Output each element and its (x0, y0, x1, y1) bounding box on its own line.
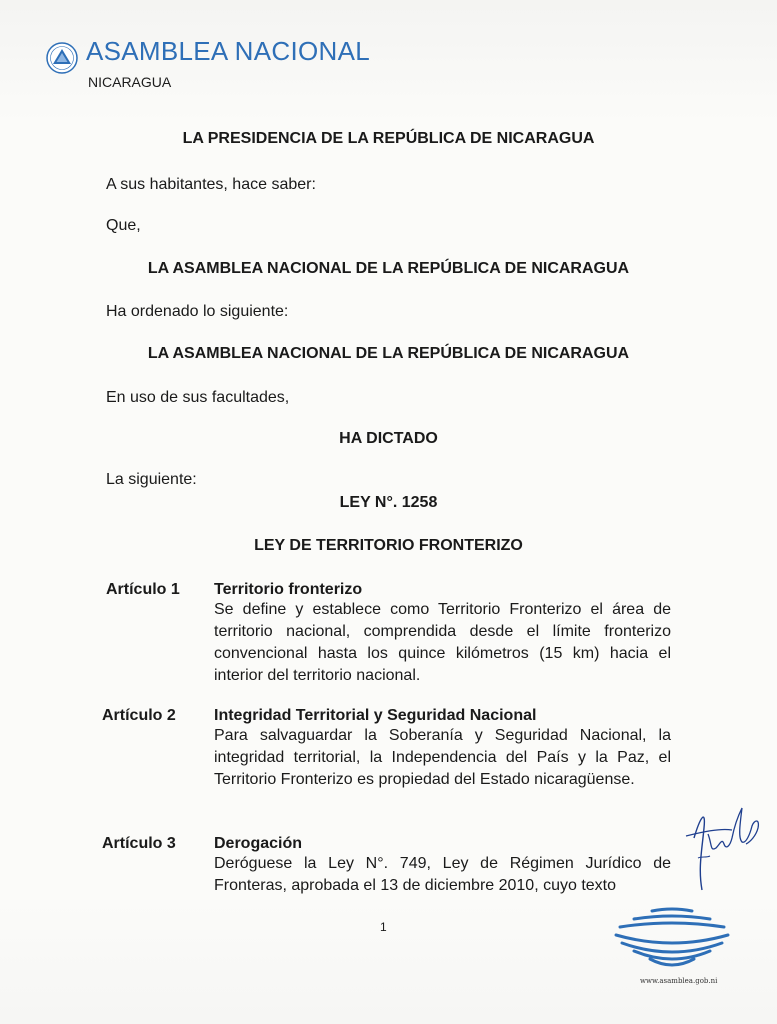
habitantes-line: A sus habitantes, hace saber: (106, 176, 316, 193)
asamblea-heading-1: LA ASAMBLEA NACIONAL DE LA REPÚBLICA DE NICARAGUA (147, 260, 630, 277)
article-1-title: Territorio fronterizo (214, 581, 363, 598)
ordenado-line: Ha ordenado lo siguiente: (106, 303, 289, 320)
handwritten-signature (680, 798, 768, 894)
article-2-label: Artículo 2 (102, 707, 176, 724)
facultades-line: En uso de sus facultades, (106, 389, 290, 406)
article-2-body: Para salvaguardar la Soberanía y Seguridad Nacional, la integridad territorial, la Independencia del País y la Paz, el Territorio Fronterizo es propiedad del Estado nicaragüense. (214, 727, 671, 788)
asamblea-heading-2: LA ASAMBLEA NACIONAL DE LA REPÚBLICA DE NICARAGUA (147, 345, 630, 362)
law-title: LEY DE TERRITORIO FRONTERIZO (254, 537, 523, 554)
page-number: 1 (380, 920, 387, 934)
presidency-heading: LA PRESIDENCIA DE LA REPÚBLICA DE NICARAGUA (182, 130, 595, 147)
country-name: NICARAGUA (88, 74, 172, 90)
article-1-body: Se define y establece como Territorio Fronterizo el área de territorio nacional, comprendida desde el límite fronterizo convencional hasta los quince kilómetros (15 km) hacia el interior del territorio nacional. (214, 601, 671, 684)
website-url: www.asamblea.gob.ni (640, 977, 718, 985)
article-3-title: Derogación (214, 835, 303, 852)
national-seal-icon (46, 42, 78, 74)
article-2-title: Integridad Territorial y Seguridad Nacional (214, 707, 537, 724)
que-line: Que, (106, 217, 141, 234)
org-name: ASAMBLEA NACIONAL (86, 36, 370, 66)
assembly-logo-icon (612, 905, 732, 973)
dictado-heading: HA DICTADO (339, 430, 438, 447)
siguiente-line: La siguiente: (106, 471, 197, 488)
article-1-label: Artículo 1 (106, 581, 180, 598)
law-number: LEY N°. 1258 (339, 494, 438, 511)
article-3-label: Artículo 3 (102, 835, 176, 852)
article-3-body: Deróguese la Ley N°. 749, Ley de Régimen Jurídico de Fronteras, aprobada el 13 de diciembre 2010, cuyo texto (214, 855, 671, 894)
